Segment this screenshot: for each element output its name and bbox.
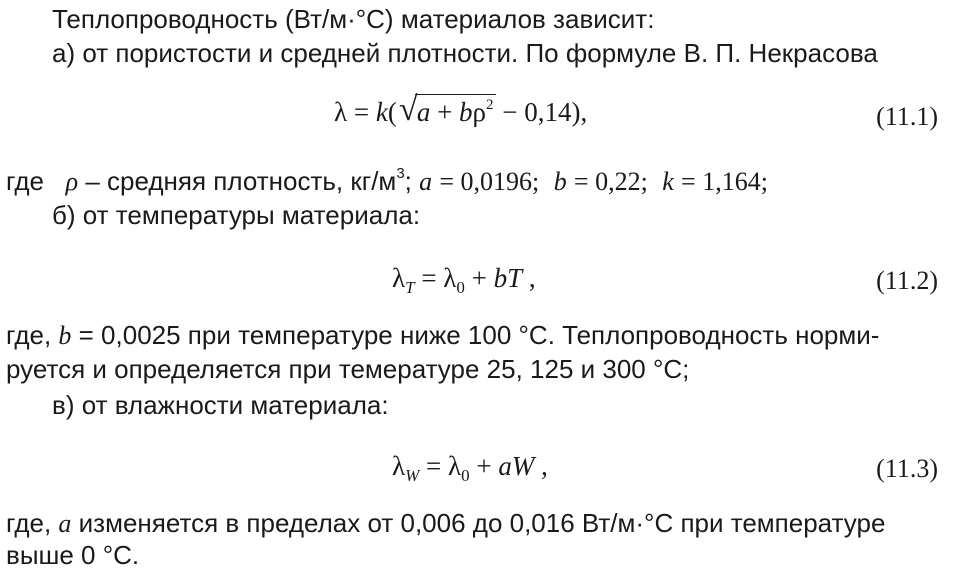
- item-a-text: а) от пористости и средней плотности. По формуле В. П. Некрасова: [52, 38, 878, 68]
- eq2-lhs-sub: T: [405, 278, 415, 297]
- equation-number-11-2: (11.2): [876, 266, 938, 295]
- eq2-plus: +: [471, 263, 487, 293]
- eq1-equals: =: [353, 97, 370, 127]
- eq1-a: a: [416, 97, 431, 127]
- where-1-rho-exp: 3: [396, 165, 405, 182]
- eq1-exp: 2: [486, 97, 494, 113]
- sqrt-icon: √: [398, 91, 418, 128]
- where-1-k-sym: k: [662, 167, 674, 196]
- equation-number-11-3: (11.3): [876, 454, 938, 483]
- eq3-mid: = λ: [426, 451, 462, 481]
- item-b-text: б) от температуры материала:: [52, 200, 421, 230]
- where-1-rho-text: – средняя плотность, кг/м: [85, 166, 397, 196]
- eq1-rest: − 0,14): [502, 97, 581, 127]
- where-1-b-sym: b: [553, 167, 567, 196]
- where-1-line: где ρ – средняя плотность, $кг/м^3$; a = 0,0196; b = 0,22; k = 1,164;: [6, 165, 768, 196]
- where-3-prefix: где,: [6, 508, 52, 538]
- eq1-radicand: [415, 94, 496, 129]
- eq2-mid-sub: 0: [456, 278, 465, 297]
- eq3-aw: aW: [498, 451, 535, 481]
- where-2-rest: = 0,0025 при температуре ниже 100 °С. Теплопроводность норми-: [78, 320, 880, 350]
- eq1-sqrt: [399, 92, 496, 132]
- eq3-plus: +: [476, 451, 492, 481]
- eq3-mid-sub: 0: [461, 466, 470, 485]
- eq1-open-paren: (: [387, 97, 397, 127]
- where-3-a-sym: a: [58, 509, 72, 538]
- equation-11-2: [392, 258, 536, 298]
- where-3-line-1: [6, 506, 885, 541]
- eq1-b: b: [459, 97, 473, 127]
- where-2-line-1: [6, 318, 879, 353]
- where-1-rho: ρ: [65, 167, 79, 196]
- where-2-prefix: где,: [6, 320, 52, 350]
- eq1-k: k: [375, 97, 388, 127]
- eq3-comma: ,: [541, 451, 548, 481]
- eq1-comma: ,: [580, 97, 588, 127]
- eq3-lambda: λ: [392, 451, 406, 481]
- where-1-prefix: где: [6, 166, 44, 196]
- eq1-lambda: λ: [334, 97, 348, 127]
- where-1-b-val: = 0,22;: [573, 167, 648, 196]
- where-2-line-2: руется и определяется при темературе 25, 125 и 300 °С;: [6, 354, 690, 384]
- where-1-a-sym: a: [419, 167, 433, 196]
- eq2-comma: ,: [528, 263, 536, 293]
- where-3-line-2: выше 0 °С.: [6, 540, 140, 570]
- eq2-mid: = λ: [421, 263, 457, 293]
- eq3-lhs-sub: W: [405, 466, 420, 485]
- equation-number-11-1: (11.1): [876, 102, 938, 131]
- item-c-text: в) от влажности материала:: [52, 390, 389, 420]
- where-3-rest: изменяется в пределах от 0,006 до 0,016 Вт/м·°С при температуре: [78, 508, 886, 538]
- where-1-k-val: = 1,164;: [681, 167, 768, 196]
- eq1-plus: +: [437, 97, 453, 127]
- equation-11-1: [334, 92, 587, 132]
- where-2-b-sym: b: [58, 321, 72, 350]
- eq2-bt: bT: [493, 263, 523, 293]
- eq2-lambda: λ: [392, 263, 406, 293]
- where-1-a-val: = 0,0196;: [439, 167, 540, 196]
- eq1-rho: ρ: [472, 97, 487, 127]
- equation-11-3: [392, 446, 548, 486]
- intro-text: Теплопроводность (Вт/м·°С) материалов зависит:: [52, 4, 655, 34]
